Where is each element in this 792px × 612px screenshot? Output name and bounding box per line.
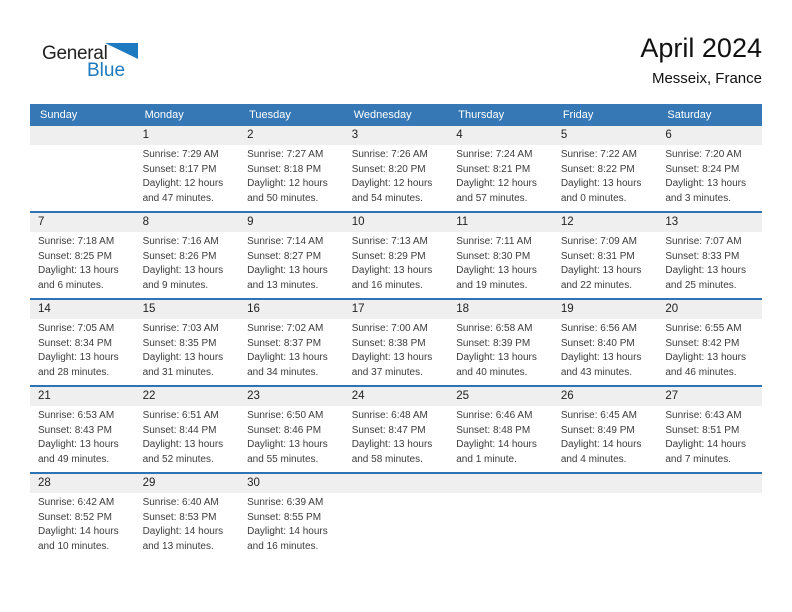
daylight-text-cont: and 6 minutes.	[38, 279, 104, 291]
sunrise-text: Sunrise: 7:05 AM	[38, 323, 115, 334]
location-subtitle: Messeix, France	[651, 70, 762, 87]
sunrise-text: Sunrise: 6:40 AM	[142, 497, 219, 508]
daylight-text: Daylight: 13 hours	[142, 439, 224, 450]
daylight-text-cont: and 9 minutes.	[142, 279, 209, 291]
daylight-text-cont: and 54 minutes.	[351, 192, 423, 204]
date-number: 27	[665, 390, 679, 402]
sunrise-text: Sunrise: 7:27 AM	[247, 149, 324, 160]
daylight-text: Daylight: 13 hours	[247, 352, 328, 363]
daylight-text-cont: and 1 minute.	[456, 453, 517, 465]
day-cell	[239, 145, 344, 206]
details-row	[30, 493, 762, 554]
date-number: 9	[247, 216, 254, 228]
day-cell	[657, 145, 762, 206]
day-cell	[30, 319, 135, 380]
sunset-text: Sunset: 8:25 PM	[38, 250, 112, 262]
day-cell	[30, 145, 135, 206]
details-row	[30, 232, 762, 293]
sunset-text: Sunset: 8:48 PM	[456, 424, 531, 436]
day-cell	[553, 493, 658, 554]
details-row	[30, 319, 762, 380]
date-number: 21	[38, 390, 51, 402]
sunrise-text: Sunrise: 6:42 AM	[38, 497, 115, 508]
daylight-text-cont: and 19 minutes.	[456, 279, 528, 291]
daylight-text: Daylight: 13 hours	[38, 352, 119, 363]
day-cell	[448, 232, 553, 293]
day-cell	[448, 145, 553, 206]
daylight-text: Daylight: 14 hours	[38, 526, 119, 537]
day-cell	[657, 493, 762, 554]
sunset-text: Sunset: 8:17 PM	[142, 163, 217, 175]
day-cell	[448, 406, 553, 467]
date-number: 5	[560, 129, 568, 141]
daylight-text: Daylight: 13 hours	[560, 265, 642, 276]
sunset-text: Sunset: 8:42 PM	[665, 337, 740, 349]
day-cell	[135, 319, 240, 380]
title-block	[640, 33, 762, 88]
daylight-text: Daylight: 13 hours	[142, 352, 224, 363]
sunrise-text: Sunrise: 7:02 AM	[247, 323, 324, 334]
daylight-text: Daylight: 12 hours	[456, 178, 537, 189]
daylight-text: Daylight: 12 hours	[142, 178, 224, 189]
sunrise-text: Sunrise: 6:48 AM	[351, 410, 428, 421]
daylight-text: Daylight: 14 hours	[560, 439, 642, 450]
daylight-text-cont: and 25 minutes.	[665, 279, 737, 291]
day-cell	[30, 406, 135, 467]
weekday-header-saturday: Saturday	[667, 109, 712, 121]
daylight-text-cont: and 37 minutes.	[351, 366, 423, 378]
date-number: 20	[665, 303, 679, 315]
daylight-text-cont: and 0 minutes.	[560, 192, 627, 204]
daylight-text-cont: and 16 minutes.	[351, 279, 423, 291]
day-cell	[239, 493, 344, 554]
date-number: 16	[247, 303, 260, 315]
sunset-text: Sunset: 8:53 PM	[142, 511, 217, 523]
daylight-text: Daylight: 14 hours	[665, 439, 746, 450]
day-cell	[344, 406, 449, 467]
daylight-text-cont: and 22 minutes.	[560, 279, 632, 291]
sunset-text: Sunset: 8:37 PM	[247, 337, 322, 349]
daylight-text: Daylight: 13 hours	[247, 265, 328, 276]
date-number: 4	[456, 129, 463, 141]
details-row	[30, 406, 762, 467]
weekday-header-row	[30, 104, 762, 126]
date-band	[30, 213, 762, 232]
day-cell	[553, 319, 658, 380]
day-cell	[344, 145, 449, 206]
daylight-text-cont: and 4 minutes.	[560, 453, 627, 465]
sunset-text: Sunset: 8:34 PM	[38, 337, 112, 349]
day-cell	[239, 232, 344, 293]
daylight-text-cont: and 31 minutes.	[142, 366, 214, 378]
daylight-text-cont: and 55 minutes.	[247, 453, 319, 465]
daylight-text-cont: and 13 minutes.	[247, 279, 319, 291]
daylight-text: Daylight: 13 hours	[456, 352, 537, 363]
day-cell	[239, 319, 344, 380]
calendar-weeks	[30, 126, 762, 559]
day-cell	[344, 319, 449, 380]
daylight-text: Daylight: 14 hours	[142, 526, 224, 537]
sunrise-text: Sunrise: 7:03 AM	[142, 323, 219, 334]
day-cell	[657, 406, 762, 467]
date-band	[30, 387, 762, 406]
date-number: 2	[247, 129, 254, 141]
sunset-text: Sunset: 8:51 PM	[665, 424, 740, 436]
sunrise-text: Sunrise: 6:53 AM	[38, 410, 115, 421]
date-number: 3	[351, 129, 359, 141]
daylight-text: Daylight: 13 hours	[247, 439, 328, 450]
calendar-table	[30, 104, 762, 559]
weekday-header-tuesday: Tuesday	[249, 109, 291, 121]
date-number: 26	[560, 390, 574, 402]
daylight-text: Daylight: 12 hours	[247, 178, 328, 189]
date-number: 15	[142, 303, 156, 315]
sunset-text: Sunset: 8:26 PM	[142, 250, 217, 262]
date-number	[448, 474, 553, 493]
daylight-text: Daylight: 13 hours	[351, 352, 433, 363]
daylight-text-cont: and 16 minutes.	[247, 540, 319, 552]
date-number	[344, 474, 449, 493]
sunset-text: Sunset: 8:44 PM	[142, 424, 217, 436]
daylight-text: Daylight: 13 hours	[560, 178, 642, 189]
sunrise-text: Sunrise: 7:14 AM	[247, 236, 324, 247]
sunrise-text: Sunrise: 7:11 AM	[456, 236, 532, 247]
date-number: 19	[560, 303, 574, 315]
date-number: 30	[247, 477, 260, 489]
daylight-text-cont: and 10 minutes.	[38, 540, 110, 552]
logo-triangle-icon	[105, 43, 138, 59]
weekday-header-wednesday: Wednesday	[353, 109, 412, 121]
sunset-text: Sunset: 8:55 PM	[247, 511, 322, 523]
weekday-header-friday: Friday	[562, 109, 594, 121]
sunset-text: Sunset: 8:31 PM	[560, 250, 635, 262]
sunset-text: Sunset: 8:33 PM	[665, 250, 740, 262]
day-cell	[344, 232, 449, 293]
daylight-text-cont: and 49 minutes.	[38, 453, 110, 465]
date-number: 7	[38, 216, 45, 228]
sunset-text: Sunset: 8:35 PM	[142, 337, 217, 349]
sunrise-text: Sunrise: 7:09 AM	[560, 236, 637, 247]
weekday-header-monday: Monday	[144, 109, 184, 121]
weekday-header-sunday: Sunday	[40, 109, 78, 121]
daylight-text-cont: and 28 minutes.	[38, 366, 110, 378]
week-row	[30, 126, 762, 211]
sunrise-text: Sunrise: 6:56 AM	[560, 323, 637, 334]
sunrise-text: Sunrise: 7:00 AM	[351, 323, 428, 334]
sunset-text: Sunset: 8:29 PM	[351, 250, 426, 262]
daylight-text-cont: and 58 minutes.	[351, 453, 423, 465]
week-row	[30, 385, 762, 472]
weekday-header-thursday: Thursday	[458, 109, 505, 121]
daylight-text: Daylight: 13 hours	[142, 265, 224, 276]
date-number: 12	[560, 216, 574, 228]
sunrise-text: Sunrise: 7:13 AM	[351, 236, 428, 247]
day-cell	[448, 493, 553, 554]
general-blue-logo	[42, 44, 162, 80]
sunset-text: Sunset: 8:27 PM	[247, 250, 322, 262]
daylight-text-cont: and 7 minutes.	[665, 453, 731, 465]
daylight-text-cont: and 57 minutes.	[456, 192, 528, 204]
daylight-text: Daylight: 13 hours	[351, 439, 433, 450]
date-band	[30, 300, 762, 319]
daylight-text: Daylight: 13 hours	[665, 178, 746, 189]
daylight-text: Daylight: 14 hours	[456, 439, 537, 450]
daylight-text-cont: and 52 minutes.	[142, 453, 214, 465]
date-number: 6	[665, 129, 672, 141]
daylight-text: Daylight: 13 hours	[665, 265, 746, 276]
date-number: 14	[38, 303, 51, 315]
day-cell	[239, 406, 344, 467]
page-title: April 2024	[640, 33, 762, 63]
sunset-text: Sunset: 8:47 PM	[351, 424, 426, 436]
sunset-text: Sunset: 8:20 PM	[351, 163, 426, 175]
day-cell	[135, 406, 240, 467]
daylight-text: Daylight: 13 hours	[456, 265, 537, 276]
logo-text-general: General	[42, 43, 108, 64]
sunrise-text: Sunrise: 6:55 AM	[665, 323, 742, 334]
date-number: 23	[247, 390, 260, 402]
daylight-text-cont: and 40 minutes.	[456, 366, 528, 378]
date-number: 10	[351, 216, 365, 228]
day-cell	[135, 493, 240, 554]
week-row	[30, 211, 762, 298]
date-number: 24	[351, 390, 365, 402]
sunset-text: Sunset: 8:30 PM	[456, 250, 531, 262]
sunrise-text: Sunrise: 7:20 AM	[665, 149, 742, 160]
day-cell	[553, 406, 658, 467]
sunrise-text: Sunrise: 6:43 AM	[665, 410, 742, 421]
date-band	[30, 126, 762, 145]
sunset-text: Sunset: 8:18 PM	[247, 163, 322, 175]
daylight-text-cont: and 47 minutes.	[142, 192, 214, 204]
daylight-text: Daylight: 13 hours	[38, 439, 119, 450]
sunrise-text: Sunrise: 7:07 AM	[665, 236, 742, 247]
date-number: 18	[456, 303, 470, 315]
sunrise-text: Sunrise: 7:16 AM	[142, 236, 219, 247]
date-number: 13	[665, 216, 679, 228]
day-cell	[135, 145, 240, 206]
sunset-text: Sunset: 8:43 PM	[38, 424, 112, 436]
week-row	[30, 298, 762, 385]
logo-text-blue: Blue	[87, 60, 126, 81]
day-cell	[344, 493, 449, 554]
daylight-text-cont: and 50 minutes.	[247, 192, 319, 204]
day-cell	[30, 493, 135, 554]
daylight-text: Daylight: 12 hours	[351, 178, 433, 189]
sunrise-text: Sunrise: 6:58 AM	[456, 323, 533, 334]
day-cell	[448, 319, 553, 380]
sunset-text: Sunset: 8:21 PM	[456, 163, 531, 175]
date-number: 11	[456, 216, 469, 228]
date-number	[30, 126, 135, 145]
sunrise-text: Sunrise: 6:39 AM	[247, 497, 324, 508]
date-number	[657, 474, 762, 493]
day-cell	[553, 145, 658, 206]
sunrise-text: Sunrise: 7:24 AM	[456, 149, 533, 160]
daylight-text-cont: and 43 minutes.	[560, 366, 632, 378]
day-cell	[657, 319, 762, 380]
sunrise-text: Sunrise: 7:22 AM	[560, 149, 637, 160]
date-number: 1	[142, 129, 149, 141]
daylight-text-cont: and 13 minutes.	[142, 540, 214, 552]
date-number	[553, 474, 658, 493]
date-number: 28	[38, 477, 51, 489]
daylight-text: Daylight: 13 hours	[665, 352, 746, 363]
day-cell	[553, 232, 658, 293]
sunset-text: Sunset: 8:40 PM	[560, 337, 635, 349]
sunset-text: Sunset: 8:46 PM	[247, 424, 322, 436]
date-number: 8	[142, 216, 149, 228]
week-row	[30, 472, 762, 559]
date-number: 29	[142, 477, 156, 489]
day-cell	[657, 232, 762, 293]
sunrise-text: Sunrise: 6:51 AM	[142, 410, 219, 421]
date-number: 22	[142, 390, 156, 402]
sunset-text: Sunset: 8:39 PM	[456, 337, 531, 349]
sunrise-text: Sunrise: 7:18 AM	[38, 236, 115, 247]
details-row	[30, 145, 762, 206]
daylight-text: Daylight: 13 hours	[560, 352, 642, 363]
sunrise-text: Sunrise: 7:29 AM	[142, 149, 219, 160]
date-number: 17	[351, 303, 365, 315]
sunset-text: Sunset: 8:49 PM	[560, 424, 635, 436]
date-number: 25	[456, 390, 470, 402]
sunrise-text: Sunrise: 6:45 AM	[560, 410, 637, 421]
date-band	[30, 474, 762, 493]
sunset-text: Sunset: 8:22 PM	[560, 163, 635, 175]
daylight-text-cont: and 46 minutes.	[665, 366, 737, 378]
sunrise-text: Sunrise: 7:26 AM	[351, 149, 428, 160]
daylight-text: Daylight: 13 hours	[38, 265, 119, 276]
sunrise-text: Sunrise: 6:46 AM	[456, 410, 533, 421]
daylight-text-cont: and 3 minutes.	[665, 192, 731, 204]
sunset-text: Sunset: 8:38 PM	[351, 337, 426, 349]
day-cell	[30, 232, 135, 293]
daylight-text: Daylight: 14 hours	[247, 526, 328, 537]
daylight-text-cont: and 34 minutes.	[247, 366, 319, 378]
daylight-text: Daylight: 13 hours	[351, 265, 433, 276]
sunset-text: Sunset: 8:52 PM	[38, 511, 112, 523]
sunset-text: Sunset: 8:24 PM	[665, 163, 740, 175]
day-cell	[135, 232, 240, 293]
sunrise-text: Sunrise: 6:50 AM	[247, 410, 324, 421]
